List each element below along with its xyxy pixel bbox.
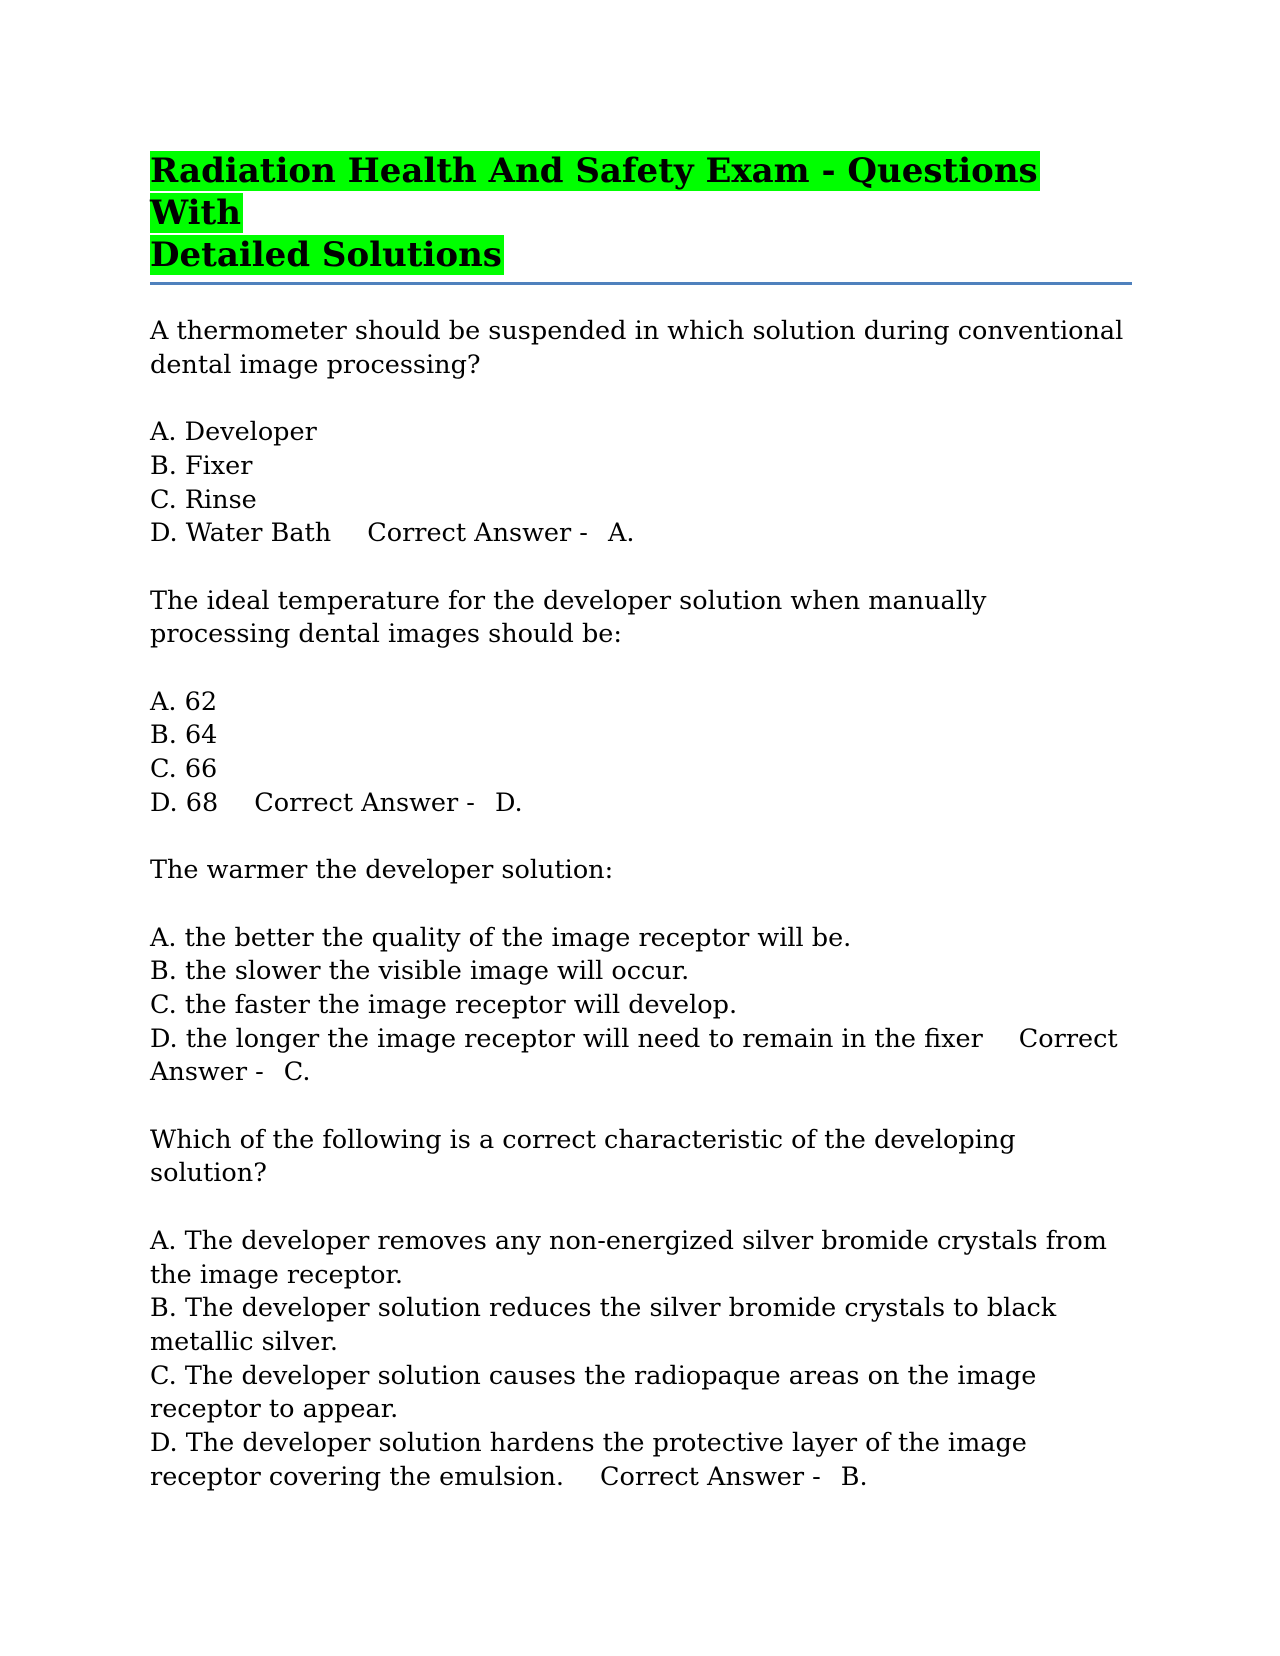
question-text: A thermometer should be suspended in which solution during conventional dental image processing? (150, 316, 1124, 380)
option-c: C. the faster the image receptor will develop. (150, 989, 738, 1020)
correct-answer-value: B. (840, 1461, 868, 1492)
correct-answer-value: D. (494, 787, 523, 818)
option-c: C. The developer solution causes the radiopaque areas on the image receptor to appear. (150, 1360, 1037, 1425)
correct-answer-value: C. (283, 1057, 311, 1088)
title-underline-rule (150, 282, 1132, 285)
option-d: D. The developer solution hardens the protective layer of the image receptor covering the emulsion. (150, 1428, 1027, 1492)
option-d-with-answer (150, 1023, 1132, 1090)
correct-answer-label: Correct Answer - (150, 1023, 1118, 1088)
question-text: The warmer the developer solution: (150, 855, 614, 886)
correct-answer-value: A. (607, 518, 635, 549)
option-d-with-answer (150, 787, 1132, 821)
option-a: A. 62 (150, 686, 218, 717)
question-list (150, 315, 1132, 1495)
option-a: A. The developer removes any non-energized silver bromide crystals from the image receptor. (150, 1225, 1107, 1290)
question-text: Which of the following is a correct characteristic of the developing solution? (150, 1124, 1016, 1189)
question-text: The ideal temperature for the developer solution when manually processing dental images should be: (150, 585, 987, 650)
option-b: B. The developer solution reduces the silver bromide crystals to black metallic silver. (150, 1293, 1057, 1357)
option-b: B. 64 (150, 720, 218, 751)
option-d-with-answer (150, 517, 1132, 551)
question-4 (150, 1124, 1132, 1495)
option-a: A. the better the quality of the image receptor will be. (150, 922, 852, 953)
option-d: D. 68 (150, 787, 219, 818)
option-c: C. Rinse (150, 484, 257, 515)
question-1 (150, 315, 1132, 551)
option-c: C. 66 (150, 754, 218, 785)
title-line-1: Radiation Health And Safety Exam - Questions With (150, 151, 1038, 233)
question-3 (150, 854, 1132, 1090)
option-b: B. the slower the visible image will occur. (150, 956, 690, 987)
option-a: A. Developer (150, 417, 317, 448)
option-d: D. Water Bath (150, 518, 332, 549)
document-page (150, 150, 1132, 1528)
question-2 (150, 585, 1132, 821)
correct-answer-label: Correct Answer - (600, 1461, 821, 1492)
document-title (150, 150, 1132, 276)
title-highlight (150, 151, 1040, 275)
correct-answer-label: Correct Answer - (367, 518, 588, 549)
title-line-2: Detailed Solutions (150, 235, 502, 275)
option-b: B. Fixer (150, 450, 253, 481)
correct-answer-label: Correct Answer - (254, 787, 475, 818)
option-d: D. the longer the image receptor will need to remain in the fixer (150, 1023, 983, 1054)
option-d-with-answer (150, 1427, 1132, 1494)
